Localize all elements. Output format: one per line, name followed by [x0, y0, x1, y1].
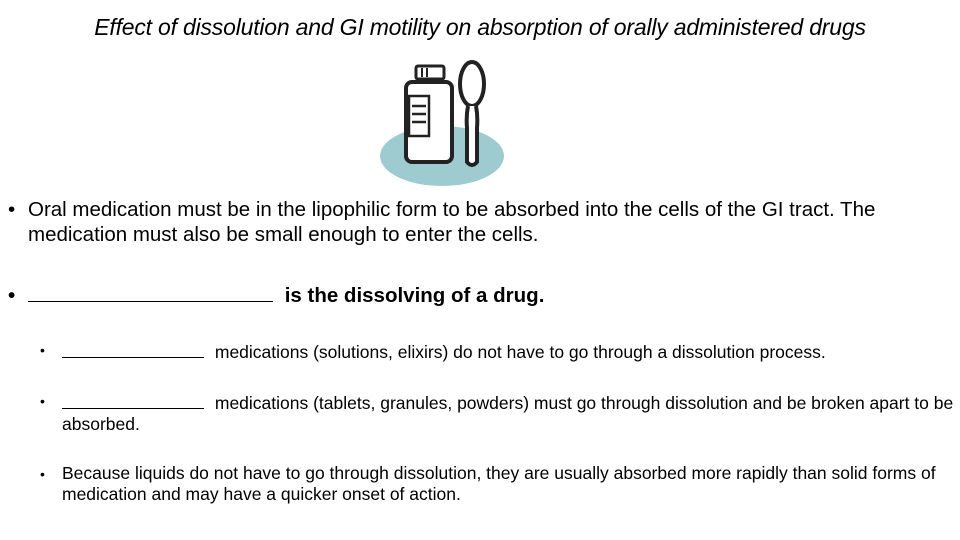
- bottle-label: [409, 96, 429, 136]
- slide-title: Effect of dissolution and GI motility on absorption of orally administered drugs: [94, 14, 866, 40]
- fill-in-blank: [62, 339, 204, 358]
- spoon-handle: [467, 106, 478, 165]
- medicine-bottle-and-spoon-icon: [376, 56, 508, 190]
- bullet-text: Oral medication must be in the lipophilic form to be absorbed into the cells of the GI tract. The medication must also be small enough to enter the cells.: [28, 198, 876, 246]
- bullet-lipophilic: [8, 197, 958, 247]
- bullet-text: medications (tablets, granules, powders) must go through dissolution and be broken apart to be absorbed.: [62, 393, 954, 434]
- subbullet-absorption-rate: [40, 463, 960, 505]
- bullet-text: medications (solutions, elixirs) do not have to go through a dissolution process.: [210, 342, 826, 362]
- bullet-text: Because liquids do not have to go through dissolution, they are usually absorbed more rapidly than solid forms of medication and may have a quicker onset of action.: [62, 463, 936, 504]
- bullet-text: is the dissolving of a drug.: [279, 284, 545, 307]
- bullet-marker: •: [8, 284, 16, 307]
- bullet-marker: •: [40, 466, 45, 482]
- subbullet-liquid: [40, 339, 960, 363]
- subbullet-solid: [40, 390, 960, 435]
- bullet-marker: •: [40, 342, 45, 358]
- bottle-cap: [416, 66, 444, 79]
- bullet-marker: •: [8, 198, 16, 221]
- bullet-marker: •: [40, 393, 45, 409]
- spoon-bowl: [460, 62, 484, 106]
- fill-in-blank: [28, 283, 273, 302]
- bullet-dissolution-definition: [8, 283, 958, 308]
- fill-in-blank: [62, 390, 204, 409]
